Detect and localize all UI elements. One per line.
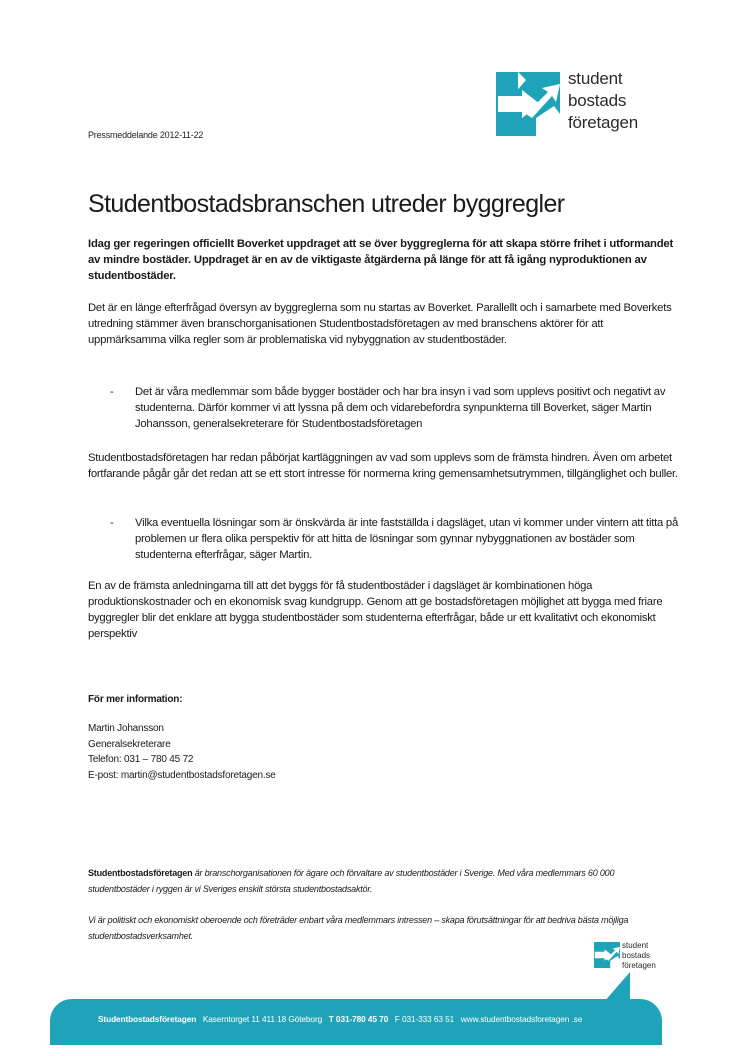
footer-web[interactable]: www.studentbostadsforetagen .se [460,1014,583,1024]
contact-role: Generalsekreterare [88,738,171,750]
bullet-dash-1: - [110,386,114,398]
footer-address: Kaserntorget 11 411 18 Göteborg [202,1014,323,1024]
footer-contact [98,1014,582,1024]
about-paragraph-1 [88,866,658,897]
bullet-dash-2: - [110,517,114,529]
contact-phone: Telefon: 031 – 780 45 72 [88,754,194,765]
logo-small-line-1: student [622,941,649,950]
page-title: Studentbostadsbranschen utreder byggregler [88,190,565,218]
footer-fax: F 031-333 63 51 [394,1014,455,1024]
paragraph-3: En av de främsta anledningarna till att det byggs för få studentbostäder i dagsläget är kombinationen höga produktionskostnader och en ekonomisk svag kundgrupp. Genom att ge bostadsföretagen möjlighet att bygga med friare byggregler blir det enklare att bygga studentbostäder som studenterna efterfrågar, både ur ett kvalitativt och ekonomiskt perspektiv [88,580,663,640]
paragraph-1: Det är en länge efterfrågad översyn av byggreglerna som nu startas av Boverket. Parallellt och i samarbete med Boverkets utredning stämmer även branschorganisationen Studentbostadsföretagen av med branschens aktörer för att uppmärksamma vilka regler som är problematiska vid nybyggnation av studentbostäder. [88,302,672,346]
logo-line-2: bostads [568,91,627,110]
logo-line-1: student [568,69,623,88]
footer-bubble-tail [600,972,640,1002]
logo-small-line-2: bostads [622,951,651,960]
logo-line-3: företagen [568,113,639,132]
paragraph-2: Studentbostadsföretagen har redan påbörjat kartläggningen av vad som upplevs som de främsta hindren. Även om arbetet fortfarande pågår går det redan att se ett stort intresse för normerna kring gemensamhetsutrymmen, tillgänglighet och buller. [88,452,678,480]
contact-block [88,721,276,783]
logo-small-line-3: företagen [622,961,656,970]
lead-paragraph: Idag ger regeringen officiellt Boverket uppdraget att se över byggreglerna för att skapa större frihet i utformandet av mindre bostäder. Uppdraget är en av de viktigaste åtgärderna på länge för att få igång nyproduktionen av studentbostäder. [88,238,674,282]
quote-2: Vilka eventuella lösningar som är önskvärda är inte fastställda i dagsläget, utan vi kommer under vintern att titta på problemen ur flera olika perspektiv för att hitta de lösningar som gynnar nybyggnationen av bostäder som studenterna efterfrågar, säger Martin. [135,517,678,561]
about-text-1: är branschorganisationen för ägare och förvaltare av studentbostäder i Sverige. Med våra medlemmars 60 000 studentbostäder i ryggen är vi Sveriges enskilt största studentbostadsaktör. [88,868,615,894]
about-org: Studentbostadsföretagen [88,868,193,878]
footer-org: Studentbostadsföretagen [98,1014,197,1024]
logo [496,68,666,140]
contact-email[interactable]: E-post: martin@studentbostadsforetagen.se [88,769,276,781]
footer-phone: T 031-780 45 70 [328,1014,389,1024]
contact-heading: För mer information: [88,694,183,705]
about-paragraph-2: Vi är politiskt och ekonomiskt oberoende och företräder enbart våra medlemmars intressen – skapa förutsättningar för att bedriva bästa möjliga studentbostadsverksamhet. [88,915,629,941]
contact-name: Martin Johansson [88,723,164,734]
press-release-date: Pressmeddelande 2012-11-22 [88,130,204,140]
quote-1: Det är våra medlemmar som både bygger bostäder och har bra insyn i vad som upplevs positivt och negativt av studenterna. Därför kommer vi att lyssna på dem och vidarebefordra synpunkterna till Boverket, säger Martin Johansson, generalsekreterare för Studentbostadsföretagen [135,386,666,430]
arrow-square-icon [594,940,620,970]
arrow-square-icon [496,68,560,140]
logo-small [594,940,674,972]
